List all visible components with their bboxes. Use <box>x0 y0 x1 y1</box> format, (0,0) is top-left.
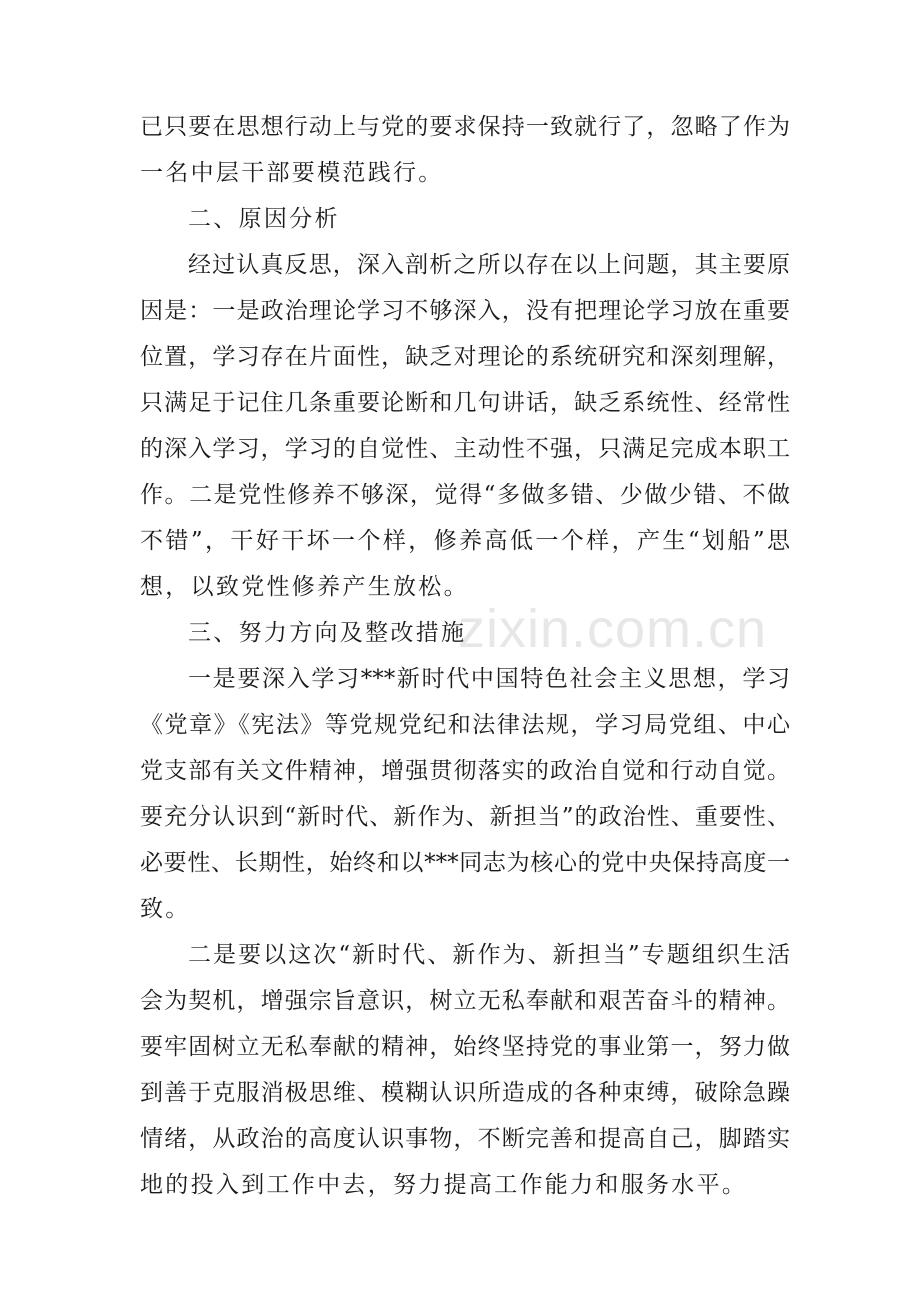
paragraph-line: 位置，学习存在片面性，缺乏对理论的系统研究和深刻理解， <box>140 344 790 370</box>
paragraph-line: 想，以致党性修养产生放松。 <box>140 574 469 600</box>
section-heading: 三、努力方向及整改措施 <box>188 620 467 646</box>
paragraph-line: 二是要以这次“新时代、新作为、新担当”专题组织生活 <box>188 942 790 968</box>
paragraph-line: 要充分认识到“新时代、新作为、新担当”的政治性、重要性、 <box>140 804 790 830</box>
paragraph-line: 因是：一是政治理论学习不够深入，没有把理论学习放在重要 <box>140 298 790 324</box>
paragraph-line: 会为契机，增强宗旨意识，树立无私奉献和艰苦奋斗的精神。 <box>140 988 790 1014</box>
section-heading: 二、原因分析 <box>188 206 340 232</box>
paragraph-line: 党支部有关文件精神，增强贯彻落实的政治自觉和行动自觉。 <box>140 758 790 784</box>
paragraph-line: 只满足于记住几条重要论断和几句讲话，缺乏系统性、经常性 <box>140 390 790 416</box>
paragraph-line: 要牢固树立无私奉献的精神，始终坚持党的事业第一，努力做 <box>140 1034 790 1060</box>
paragraph-line: 《党章》《宪法》等党规党纪和法律法规，学习局党组、中心 <box>140 712 790 738</box>
paragraph-line: 一名中层干部要模范践行。 <box>140 160 444 186</box>
paragraph-line: 地的投入到工作中去，努力提高工作能力和服务水平。 <box>140 1172 748 1198</box>
paragraph-line: 经过认真反思，深入剖析之所以存在以上问题，其主要原 <box>188 252 790 278</box>
paragraph-line: 一是要深入学习***新时代中国特色社会主义思想，学习 <box>188 666 790 692</box>
paragraph-line: 作。二是党性修养不够深，觉得“多做多错、少做少错、不做 <box>140 482 790 508</box>
paragraph-line: 情绪，从政治的高度认识事物，不断完善和提高自己，脚踏实 <box>140 1126 790 1152</box>
paragraph-line: 必要性、长期性，始终和以***同志为核心的党中央保持高度一 <box>140 850 790 876</box>
paragraph-line: 不错”，干好干坏一个样，修养高低一个样，产生“划船”思 <box>140 528 790 554</box>
paragraph-line: 致。 <box>140 896 191 922</box>
watermark: zixin.com.cn <box>458 599 768 659</box>
paragraph-line: 已只要在思想行动上与党的要求保持一致就行了，忽略了作为 <box>140 114 790 140</box>
paragraph-line: 到善于克服消极思维、模糊认识所造成的各种束缚，破除急躁 <box>140 1080 790 1106</box>
paragraph-line: 的深入学习，学习的自觉性、主动性不强，只满足完成本职工 <box>140 436 790 462</box>
